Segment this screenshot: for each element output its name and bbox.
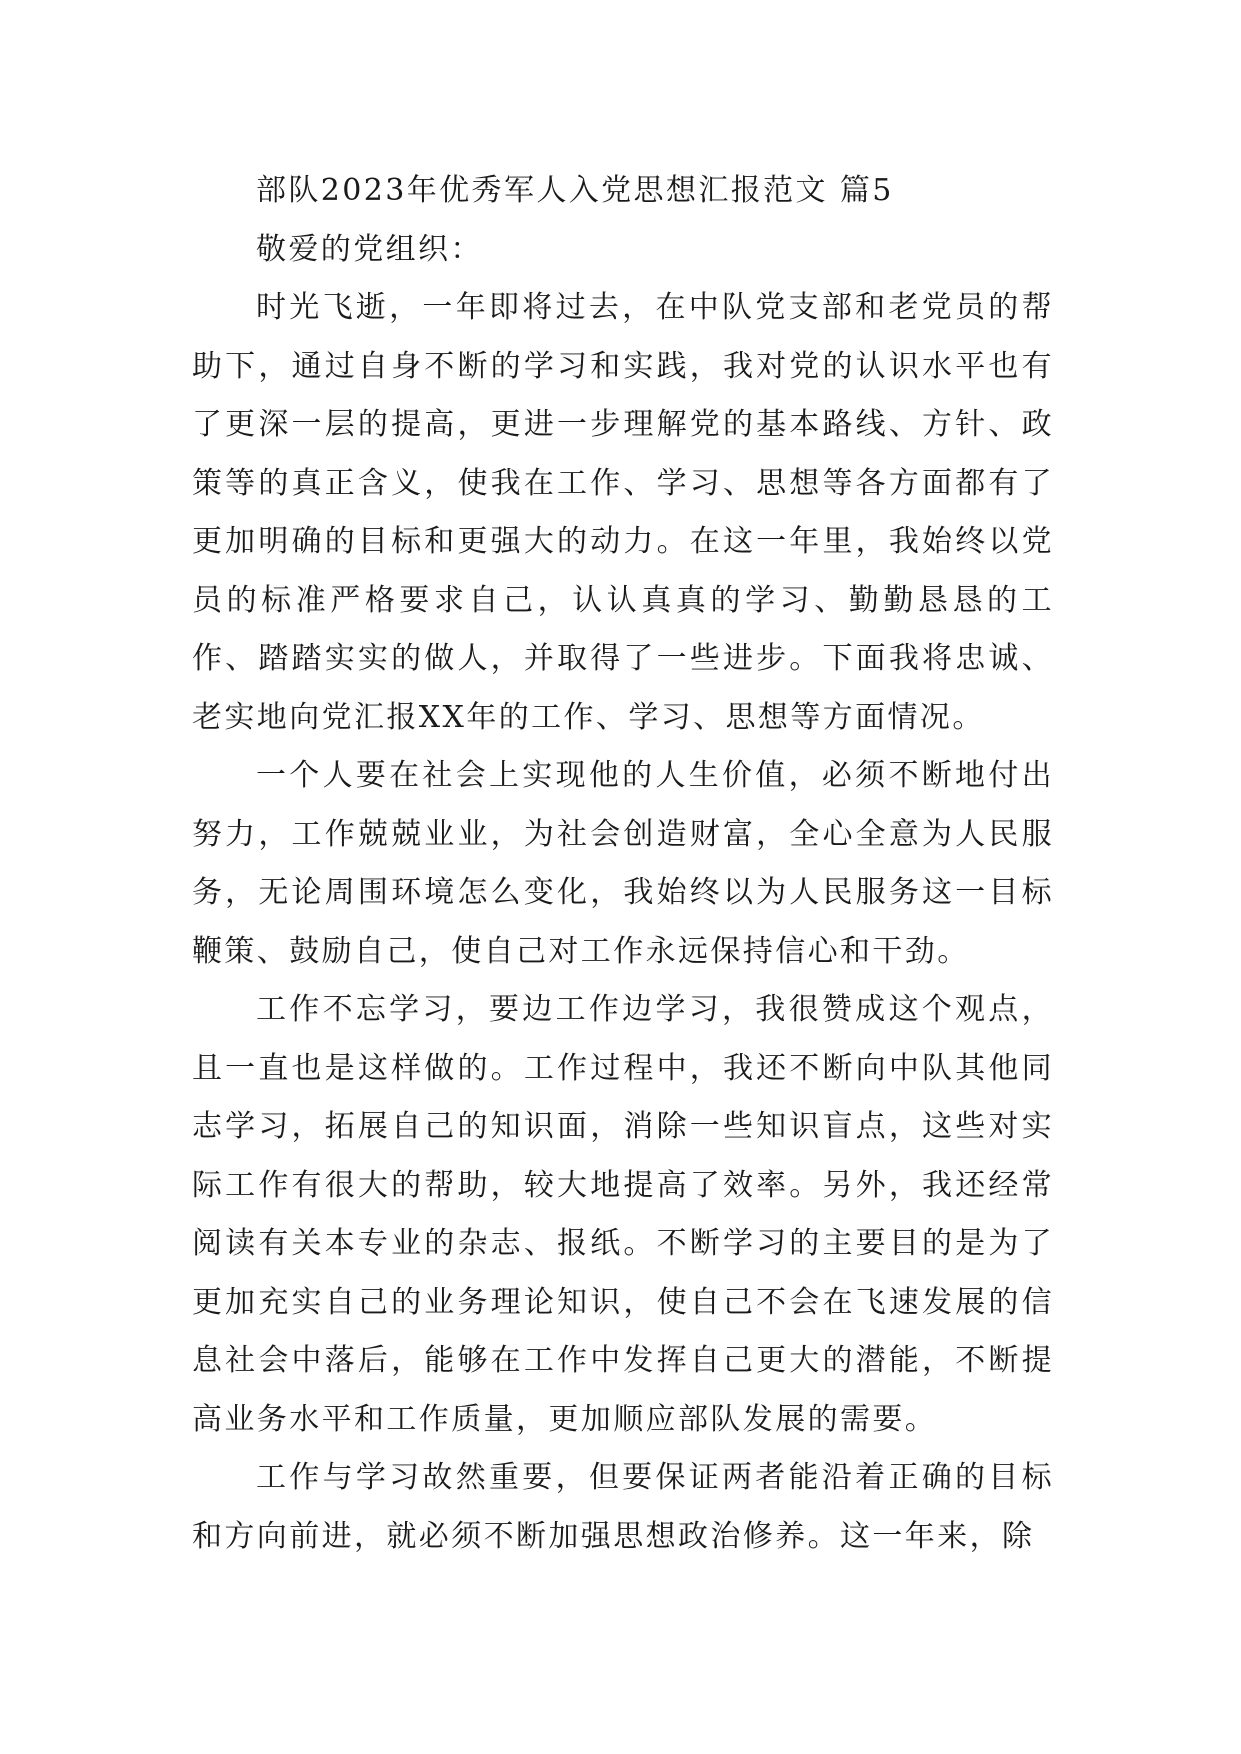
- paragraph: 时光飞逝，一年即将过去，在中队党支部和老党员的帮助下，通过自身不断的学习和实践，我对党的认识水平也有了更深一层的提高，更进一步理解党的基本路线、方针、政策等的真正含义，使我在工作、学习、思想等各方面都有了更加明确的目标和更强大的动力。在这一年里，我始终以党员的标准严格要求自己，认认真真的学习、勤勤恳恳的工作、踏踏实实的做人，并取得了一些进步。下面我将忠诚、老实地向党汇报XX年的工作、学习、思想等方面情况。: [192, 290, 1054, 735]
- paragraph: 工作不忘学习，要边工作边学习，我很赞成这个观点，且一直也是这样做的。工作过程中，我还不断向中队其他同志学习，拓展自己的知识面，消除一些知识盲点，这些对实际工作有很大的帮助，较大地提高了效率。另外，我还经常阅读有关本专业的杂志、报纸。不断学习的主要目的是为了更加充实自己的业务理论知识，使自己不会在飞速发展的信息社会中落后，能够在工作中发挥自己更大的潜能，不断提高业务水平和工作质量，更加顺应部队发展的需要。: [192, 992, 1054, 1437]
- document-body: [192, 162, 1054, 1566]
- paragraph: 工作与学习故然重要，但要保证两者能沿着正确的目标和方向前进，就必须不断加强思想政治修养。这一年来，除: [192, 1460, 1054, 1554]
- paragraph: 一个人要在社会上实现他的人生价值，必须不断地付出努力，工作兢兢业业，为社会创造财富，全心全意为人民服务，无论周围环境怎么变化，我始终以为人民服务这一目标鞭策、鼓励自己，使自己对工作永远保持信心和干劲。: [192, 758, 1054, 969]
- document-salutation: 敬爱的党组织：: [256, 231, 483, 267]
- document-title: 部队2023年优秀军人入党思想汇报范文 篇5: [256, 173, 894, 208]
